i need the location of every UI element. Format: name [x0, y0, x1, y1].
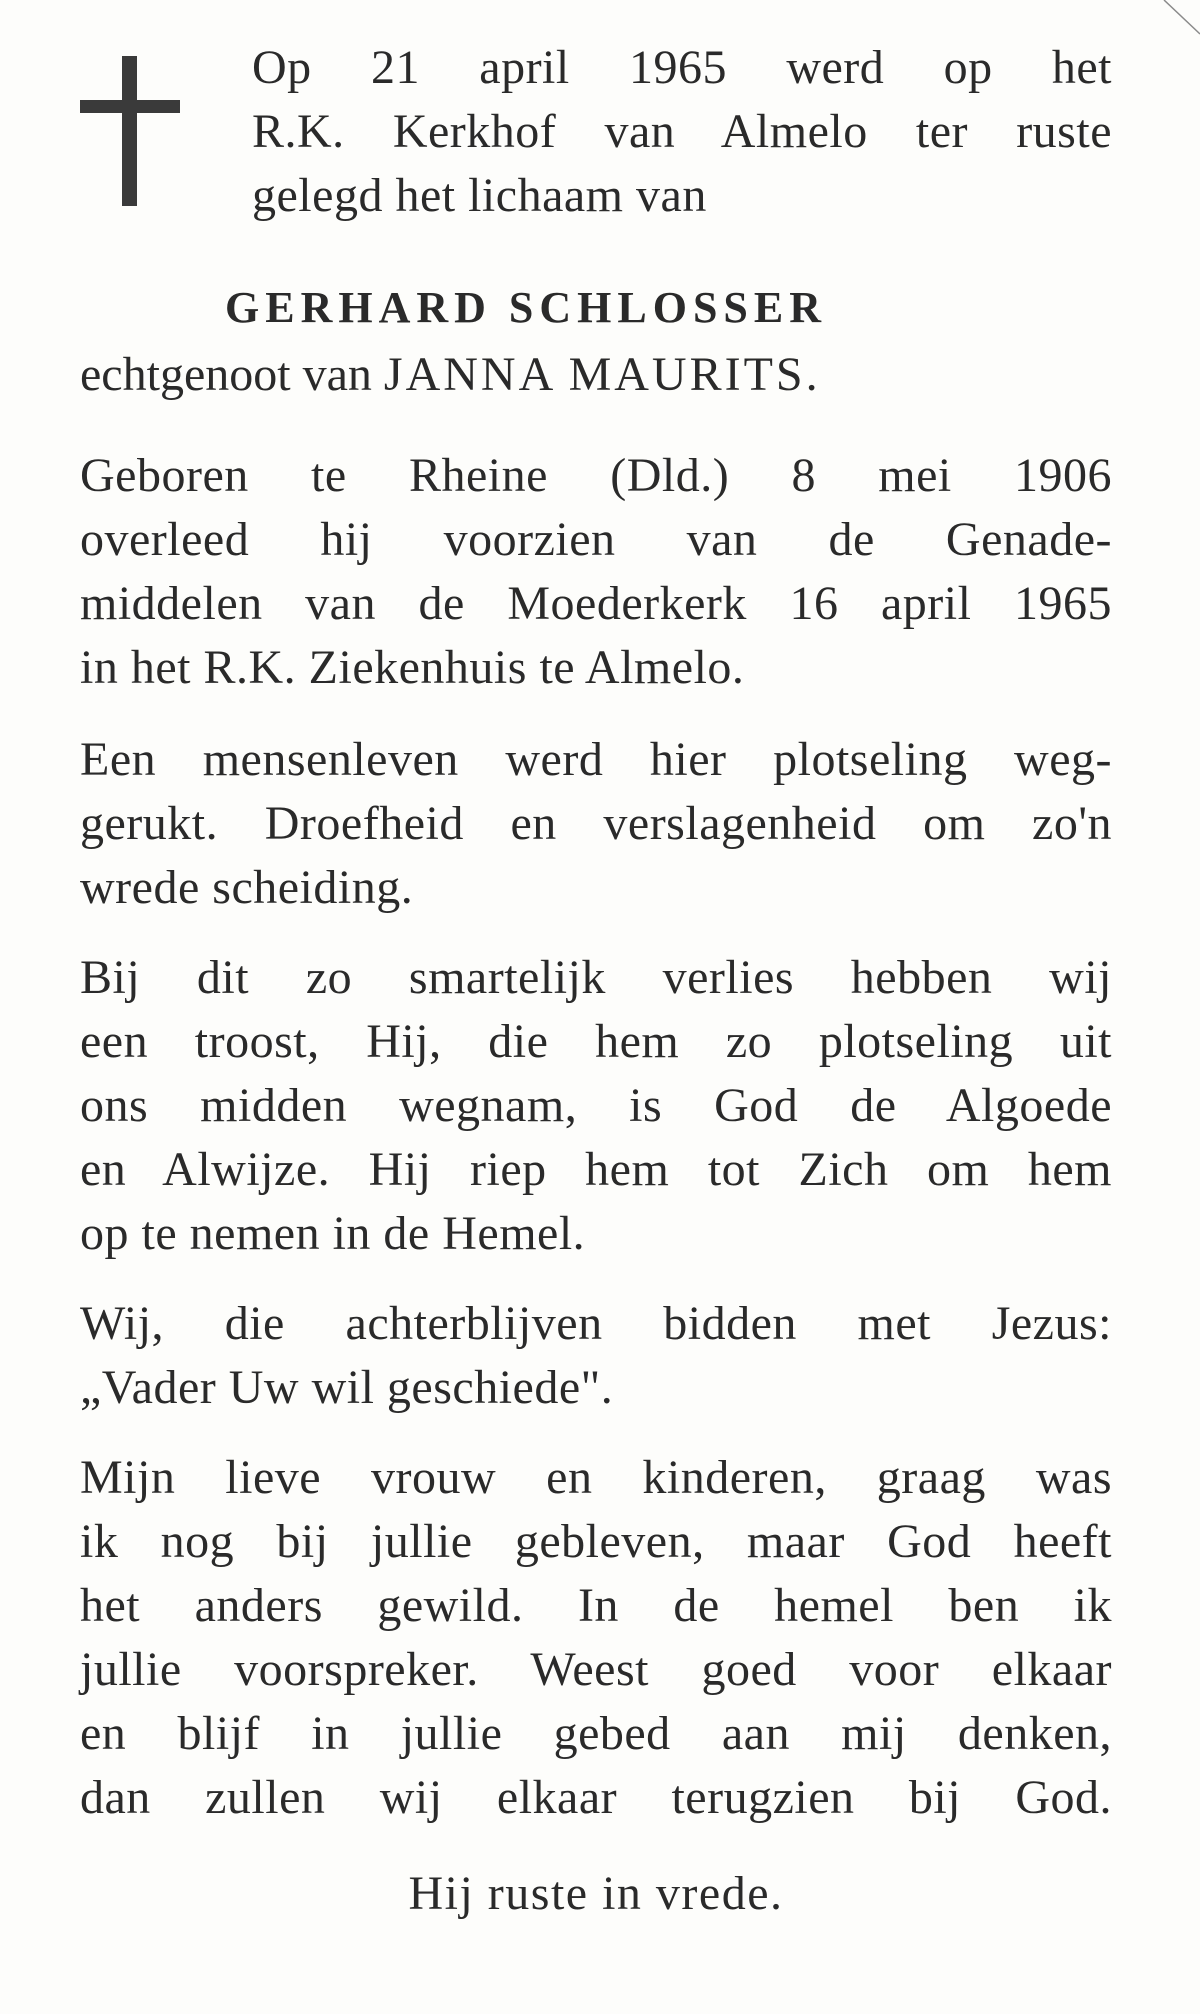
paragraph-5-line: dan zullen wij elkaar terugzien bij God.	[80, 1771, 1112, 1824]
intro-line: Op 21 april 1965 werd op het	[252, 41, 1112, 94]
paragraph-2-line: Een mensenleven werd hier plotseling weg-	[80, 733, 1112, 786]
paragraph-5-line: het anders gewild. In de hemel ben ik	[80, 1579, 1112, 1632]
paragraph-5-line: ik nog bij jullie gebleven, maar God heeft	[80, 1515, 1112, 1568]
spouse-name: JANNA MAURITS.	[383, 348, 821, 401]
birth-line: middelen van de Moederkerk 16 april 1965	[80, 577, 1112, 630]
paragraph-3-line: ons midden wegnam, is God de Algoede	[80, 1079, 1112, 1132]
closing-line: Hij ruste in vrede.	[408, 1867, 784, 1920]
paragraph-2-line: wrede scheiding.	[80, 861, 414, 914]
intro-line: gelegd het lichaam van	[252, 169, 707, 222]
paragraph-2-line: gerukt. Droefheid en verslagenheid om zo'n	[80, 797, 1112, 850]
paragraph-3-line: en Alwijze. Hij riep hem tot Zich om hem	[80, 1143, 1112, 1196]
paragraph-3-line: op te nemen in de Hemel.	[80, 1207, 586, 1260]
intro-line: R.K. Kerkhof van Almelo ter ruste	[252, 105, 1112, 158]
corner-crease	[1160, 0, 1200, 40]
paragraph-5-line: jullie voorspreker. Weest goed voor elkaar	[80, 1643, 1112, 1696]
latin-cross-icon	[80, 56, 180, 206]
paragraph-4-line: „Vader Uw wil geschiede".	[80, 1361, 614, 1414]
paragraph-5-line: Mijn lieve vrouw en kinderen, graag was	[80, 1451, 1112, 1504]
paragraph-4-line: Wij, die achterblijven bidden met Jezus:	[80, 1297, 1112, 1350]
birth-line: Geboren te Rheine (Dld.) 8 mei 1906	[80, 449, 1112, 502]
birth-line: overleed hij voorzien van de Genade-	[80, 513, 1112, 566]
spouse-prefix: echtgenoot van	[80, 348, 372, 401]
spouse-line	[80, 343, 821, 407]
birth-line: in het R.K. Ziekenhuis te Almelo.	[80, 641, 745, 694]
paragraph-3-line: Bij dit zo smartelijk verlies hebben wij	[80, 951, 1112, 1004]
paragraph-3-line: een troost, Hij, die hem zo plotseling uit	[80, 1015, 1112, 1068]
deceased-name: GERHARD SCHLOSSER	[225, 283, 828, 332]
paragraph-5-line: en blijf in jullie gebed aan mij denken,	[80, 1707, 1112, 1760]
